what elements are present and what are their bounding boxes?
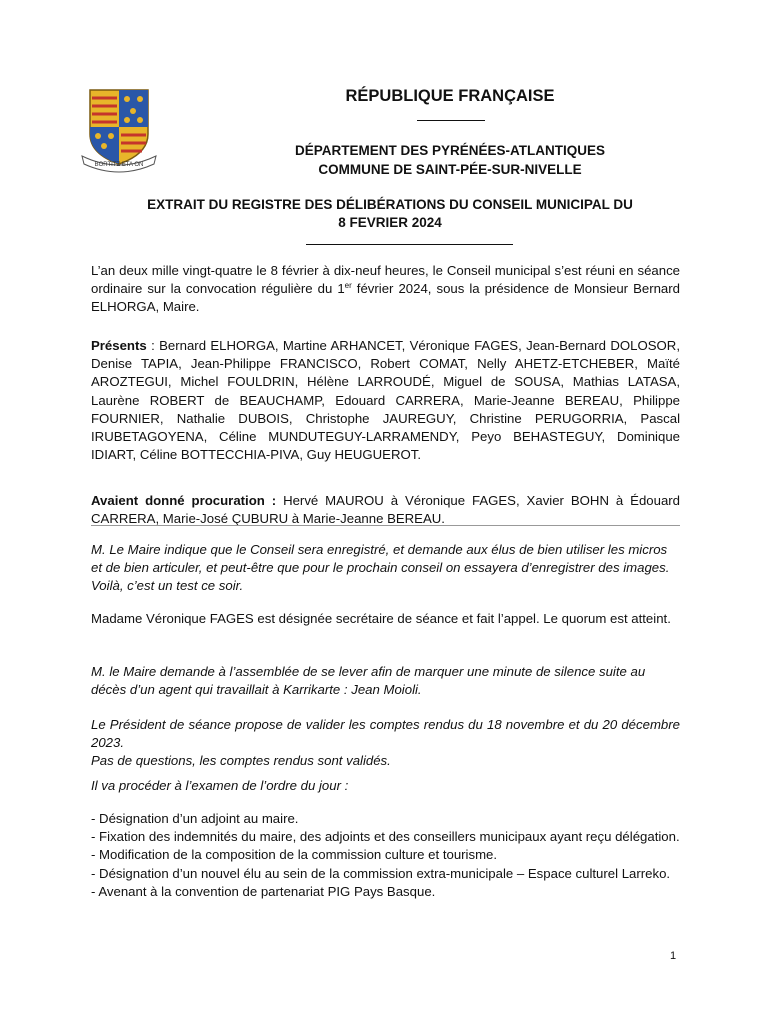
page-number: 1 [670, 950, 677, 962]
extract-heading [100, 196, 680, 232]
intro-paragraph: L’an deux mille vingt-quatre le 8 février à dix-neuf heures, le Conseil municipal s’est réuni en séance ordinaire sur la convocation régulière du 1er février 2024, sous la présidence de Monsieur Bernard ELHORGA, Maire. [91, 263, 680, 315]
procuration-label: Avaient donné procuration : [91, 493, 277, 508]
presents-label: Présents [91, 338, 147, 353]
procuration-list: Hervé MAUROU à Véronique FAGES, Xavier BOHN à Édouard CARRERA, Marie-José ÇUBURU à Marie-Jeanne BEREAU. [91, 493, 681, 527]
minutes-validated: Pas de questions, les comptes rendus sont validés. [91, 753, 391, 769]
procuration-paragraph [91, 492, 680, 528]
divider [417, 120, 485, 121]
divider [306, 244, 513, 245]
agenda-item: - Modification de la composition de la commission culture et tourisme. [91, 847, 498, 863]
extract-date: 8 FEVRIER 2024 [338, 215, 442, 230]
agenda-item: - Avenant à la convention de partenariat PIG Pays Basque. [91, 883, 436, 899]
minutes-proposal: Le Président de séance propose de valider les comptes rendus du 18 novembre et du 20 décembre 2023. [91, 717, 680, 751]
separator-line [91, 525, 680, 526]
commune-name: COMMUNE DE SAINT-PÉE-SUR-NIVELLE [318, 162, 582, 177]
recording-paragraph: M. Le Maire indique que le Conseil sera enregistré, et demande aux élus de bien utiliser les micros et de bien articuler, et peut-être que pour le prochain conseil on essayera d’enregistrer des images. Voilà, c’est un test ce soir. [91, 542, 670, 594]
agenda-item: - Désignation d’un adjoint au maire. [91, 811, 299, 826]
agenda-item: - Fixation des indemnités du maire, des adjoints et des conseillers municipaux ayant reçu délégation. [91, 829, 680, 845]
department-name: DÉPARTEMENT DES PYRÉNÉES-ATLANTIQUES [294, 143, 606, 158]
republic-title: RÉPUBLIQUE FRANÇAISE [345, 87, 555, 105]
logo-motto: BORTITZ ETA ON [94, 162, 144, 168]
minutes-paragraph [91, 716, 680, 771]
silence-paragraph: M. le Maire demande à l’assemblée de se lever afin de marquer une minute de silence suite au décès d’un agent qui travaillait à Karrikarte : Jean Moioli. [91, 664, 646, 698]
agenda-intro: Il va procéder à l’examen de l’ordre du jour : [91, 778, 349, 793]
extract-title: EXTRAIT DU REGISTRE DES DÉLIBÉRATIONS DU CONSEIL MUNICIPAL DU [147, 197, 633, 212]
presents-paragraph [91, 337, 680, 464]
department-heading [80, 141, 770, 179]
agenda-item: - Désignation d’un nouvel élu au sein de la commission extra-municipale – Espace culturel Larreko. [91, 865, 671, 881]
secretary-paragraph: Madame Véronique FAGES est désignée secrétaire de séance et fait l’appel. Le quorum est atteint. [91, 611, 671, 626]
presents-list: : Bernard ELHORGA, Martine ARHANCET, Véronique FAGES, Jean-Bernard DOLOSOR, Denise TAPIA, Jean-Philippe FRANCISCO, Robert COMAT, Nelly AHETZ-ETCHEBER, Maïté AROZTEGUI, Michel FOULDRIN, Hélène LARROUDÉ, Miguel de SOUSA, Mathias LATASA, Laurène ROBERT de BEAUCHAMP, Edouard CARRERA, Marie-Jeanne BEREAU, Philippe FOURNIER, Nathalie DUBOIS, Christophe JAUREGUY, Christine PERUGORRIA, Pascal IRUBETAGOYENA, Céline MUNDUTEGUY-LARRAMENDY, Peyo BEHASTEGUY, Dominique IDIART, Céline BOTTECCHIA-PIVA, Guy HEUGUEROT. [91, 338, 680, 463]
agenda-list [91, 810, 680, 901]
